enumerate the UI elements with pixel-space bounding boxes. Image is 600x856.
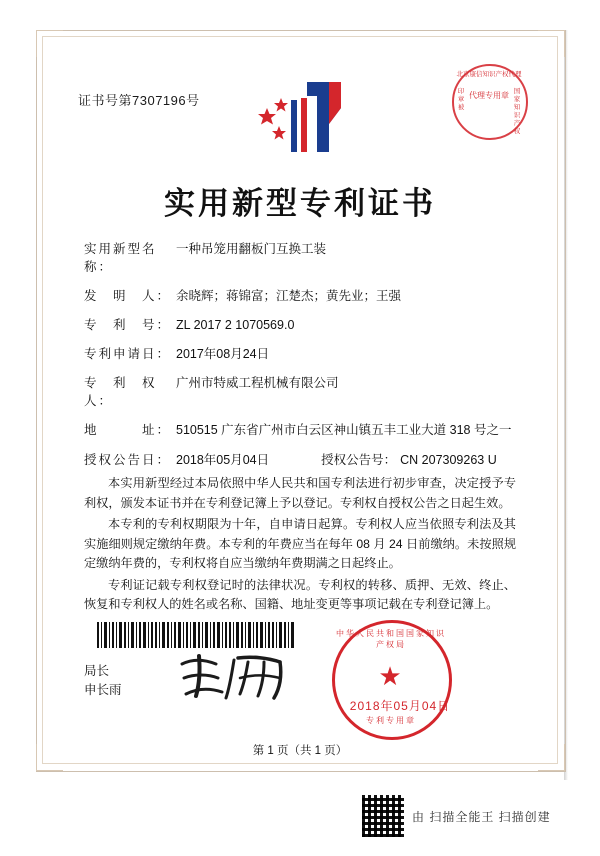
watermark-text: 由 扫描全能王 扫描创建 <box>412 809 551 824</box>
field-invention-name <box>84 240 524 276</box>
field-value: 2017年08月24日 <box>176 347 270 361</box>
seal-date: 2018年05月04日 <box>349 699 451 713</box>
border-corner-top-left <box>36 30 63 57</box>
field-value: ZL 2017 2 1070569.0 <box>176 318 295 332</box>
seal-side-left: 印章被 <box>457 88 465 111</box>
cnipa-logo-icon <box>245 78 355 156</box>
grant-number-label: 授权公告号： <box>321 453 397 467</box>
page-number: 第 1 页（共 1 页） <box>252 745 348 757</box>
field-value: 一种吊笼用翻板门互换工装 <box>176 242 327 256</box>
legal-paragraph-3: 专利证记载专利权登记时的法律状况。专利权的转移、质押、无效、终止、恢复和专利权人的姓名或名称、国籍、地址变更等事项记载在专利登记簿上。 <box>84 577 516 611</box>
seal-star-icon: ★ <box>378 661 402 691</box>
grant-number-value: CN 207309263 U <box>400 453 497 467</box>
field-patent-number <box>84 316 524 334</box>
grant-date-label: 授权公告日： <box>84 453 172 467</box>
field-label: 发 明 人： <box>84 289 172 303</box>
scanner-watermark <box>362 795 551 837</box>
director-name: 申长雨 <box>84 683 122 697</box>
field-inventors <box>84 287 524 305</box>
legal-paragraph-1: 本实用新型经过本局依照中华人民共和国专利法进行初步审查，决定授予专利权，颁发本证书并在专利登记簿上予以登记。专利权自授权公告之日起生效。 <box>84 476 516 510</box>
seal-center-text: 代理专用章 <box>469 91 509 100</box>
seal-agency-text: 中华人民共和国国家知识产权局 <box>336 629 446 649</box>
field-label: 专 利 权 人： <box>84 376 172 408</box>
certificate-number: 证书号第7307196号 <box>78 93 200 108</box>
seal-purpose-text: 专利专用章 <box>366 716 416 725</box>
official-seal <box>332 620 450 738</box>
field-application-date <box>84 345 524 363</box>
director-title-label: 局长 <box>84 664 110 678</box>
seal-side-right: 国家知识产权 <box>513 88 521 135</box>
handwritten-signature <box>176 650 308 702</box>
field-value: 广州市特威工程机械有限公司 <box>176 376 339 390</box>
field-value: 余晓辉；蒋锦富；江楚杰；黄先业；王强 <box>176 289 402 303</box>
field-label: 专利申请日： <box>84 347 172 361</box>
legal-paragraph-2: 本专利的专利权期限为十年，自申请日起算。专利权人应当依照专利法及其实施细则规定缴纳年费。本专利的年费应当在每年 08 月 24 日前缴纳。未按照规定缴纳年费的，专利权将自应当缴纳年费期满之日起终止。 <box>84 517 516 570</box>
page-title: 实用新型专利证书 <box>164 186 436 222</box>
field-address <box>84 421 524 440</box>
legal-text-block <box>84 474 516 617</box>
field-list <box>84 240 524 480</box>
agency-seal <box>452 64 526 138</box>
seal-arc-top: 北京康信知识产权代理 <box>456 71 522 78</box>
border-corner-top-right <box>538 30 565 57</box>
grant-date-value: 2018年05月04日 <box>176 453 270 467</box>
field-label: 实用新型名称： <box>84 242 157 274</box>
field-label: 地 址： <box>84 423 172 437</box>
field-label: 专 利 号： <box>84 318 172 332</box>
field-patentee <box>84 374 524 410</box>
qr-code-icon <box>362 795 404 837</box>
field-value: 510515 广东省广州市白云区神山镇五丰工业大道 318 号之一 <box>176 423 512 437</box>
field-grant-row <box>84 451 524 469</box>
barcode <box>97 622 295 648</box>
